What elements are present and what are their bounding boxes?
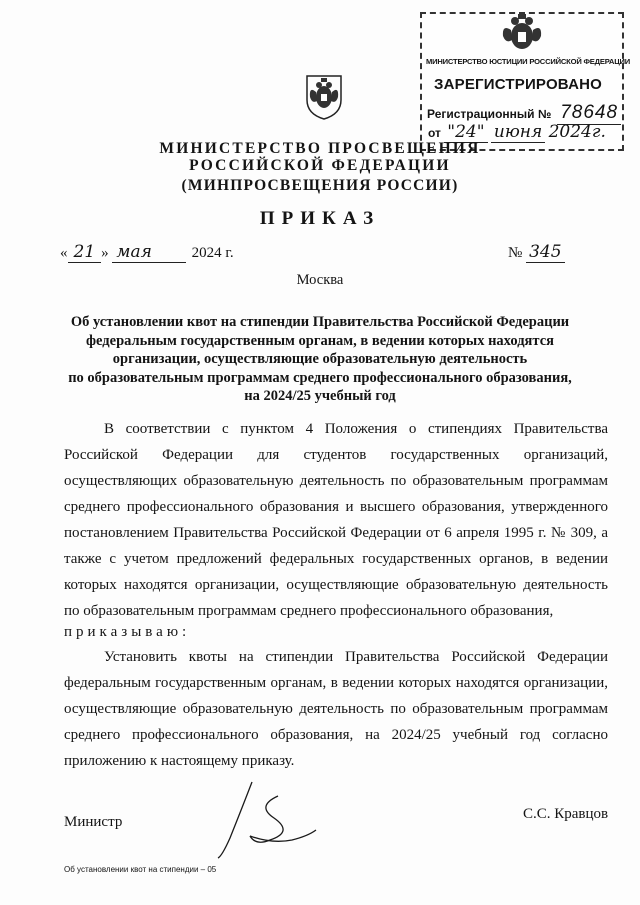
- stamp-date-day: "24": [444, 122, 487, 143]
- document-title: ПРИКАЗ: [259, 208, 381, 229]
- order-year: 2024 г.: [191, 245, 234, 261]
- stamp-date-month: июня: [491, 122, 545, 143]
- subject-line: организации, осуществляющие образовательную деятельность: [112, 351, 528, 367]
- order-month: мая: [112, 242, 186, 263]
- order-subject: [40, 313, 600, 406]
- stamp-reg-number: 78648: [557, 102, 621, 125]
- order-number-value: 345: [526, 242, 564, 263]
- order-number: [508, 242, 565, 263]
- order-city: Москва: [296, 272, 344, 288]
- signer-name: С.С. Кравцов: [523, 806, 609, 822]
- subject-line: Об установлении квот на стипендии Правительства Российской Федерации: [70, 314, 570, 330]
- stamp-reg-label: Регистрационный №: [427, 107, 552, 121]
- stamp-emblem-icon: [500, 14, 544, 54]
- order-word: приказываю:: [64, 624, 191, 640]
- ministry-name-line2: РОССИЙСКОЙ ФЕДЕРАЦИИ: [189, 157, 451, 174]
- stamp-ministry: МИНИСТЕРСТВО ЮСТИЦИИ РОССИЙСКОЙ ФЕДЕРАЦИИ: [426, 57, 631, 66]
- footer-reference: Об установлении квот на стипендии – 05: [64, 865, 217, 874]
- ministry-name-line1: МИНИСТЕРСТВО ПРОСВЕЩЕНИЯ: [159, 140, 481, 157]
- ministry-short-name: (МИНПРОСВЕЩЕНИЯ РОССИИ): [181, 177, 459, 194]
- subject-line: на 2024/25 учебный год: [244, 388, 396, 404]
- handwritten-signature: [212, 778, 322, 860]
- order-date: « 21 » мая 2024 г.: [60, 242, 234, 262]
- coat-of-arms-icon: [303, 70, 345, 120]
- stamp-date-prefix: от: [428, 126, 441, 140]
- order-day: 21: [68, 242, 102, 263]
- order-number-label: №: [508, 245, 523, 261]
- subject-line: федеральным государственным органам, в ведении которых находятся: [86, 332, 554, 349]
- body-paragraph-1: В соответствии с пунктом 4 Положения о стипендиях Правительства Российской Федерации для студентов государственных организаций, осуществляющих образовательную деятельность по образовательным программам среднего профессионального образования и высшего образования, утвержденного постановлением Правительства Российской Федерации от 6 апреля 1995 г. № 309, а также с учетом предложений федеральных государственных органов, в ведении которых находятся организации, осуществляющие образовательную деятельность по образовательным программам среднего профессионального образования,: [64, 421, 608, 619]
- stamp-date-year: 2024г.: [548, 122, 606, 142]
- body-paragraph-2: Установить квоты на стипендии Правительства Российской Федерации федеральным государственным органам, в ведении которых находятся организации, осуществляющие образовательную деятельность по образовательным программам среднего профессионального образования, на 2024/25 учебный год согласно приложению к настоящему приказу.: [64, 649, 608, 769]
- stamp-status: ЗАРЕГИСТРИРОВАНО: [434, 76, 603, 93]
- subject-line: по образовательным программам среднего профессионального образования,: [68, 369, 572, 386]
- signer-title: Министр: [64, 814, 123, 830]
